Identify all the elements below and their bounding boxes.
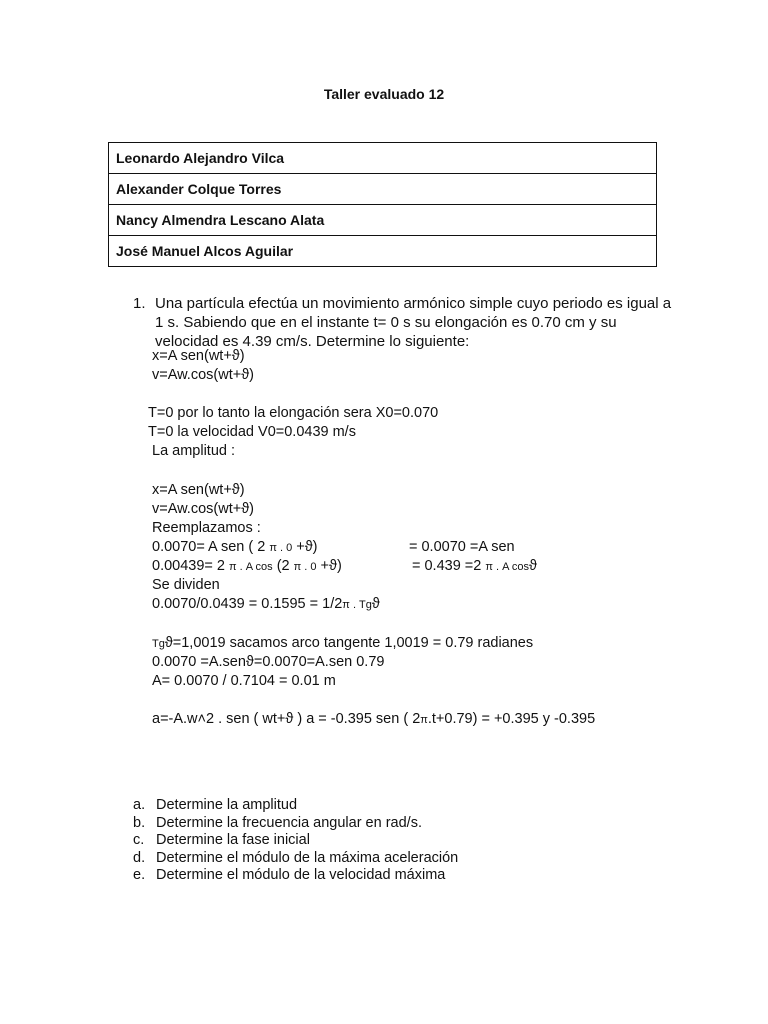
eq-part: = 0.439 =2 [412,558,486,574]
equation-position-right: = 0.0070 =A sen [409,539,515,555]
eq-part: ϑ [529,558,537,574]
member-name: Leonardo Alejandro Vilca [109,143,657,174]
option-text: Determine la frecuencia angular en rad/s. [156,814,422,831]
divide-heading: Se dividen [152,577,220,593]
question-text: Una partícula efectúa un movimiento armónico simple cuyo periodo es igual a 1 s. Sabiendo que en el instante t= 0 s su elongación es 0.70 cm y su velocidad es 4.39 cm/s. Determine lo siguiente: [155,295,672,350]
eq-part: .t+0.79) = +0.395 y -0.395 [427,711,596,727]
equation-velocity-left [152,558,342,574]
option-letter: a. [133,797,146,813]
pi-symbol: π . 0 [269,542,293,554]
eq-part: (2 [272,558,294,574]
formula-position-repeat: x=A sen(wt+ϑ) [152,482,245,498]
eq-part: +ϑ) [292,539,318,555]
tg-symbol: Tg [152,638,165,650]
formula-velocity: v=Aw.cos(wt+ϑ) [152,367,254,383]
pi-symbol: π . Tg [342,599,372,611]
member-name: José Manuel Alcos Aguilar [109,236,657,267]
initial-velocity: T=0 la velocidad V0=0.0439 m/s [148,424,356,440]
equation-position-left [152,539,317,555]
arctangent-line [152,635,533,651]
amplitude-result: A= 0.0070 / 0.7104 = 0.01 m [152,673,336,689]
pi-symbol: π . A cos [485,561,530,573]
member-name: Nancy Almendra Lescano Alata [109,205,657,236]
pi-symbol: π . 0 [293,561,317,573]
member-name: Alexander Colque Torres [109,174,657,205]
option-letter: c. [133,832,145,848]
document-title: Taller evaluado 12 [323,86,445,102]
table-row [109,236,657,267]
table-row [109,205,657,236]
option-letter: e. [133,867,146,883]
pi-symbol: π . A cos [229,561,273,573]
division-result [152,596,380,612]
pi-symbol: π [420,714,428,726]
eq-part: 0.0070= A sen ( 2 [152,539,270,555]
eq-part: ϑ [371,596,380,612]
eq-part: 0.00439= 2 [152,558,230,574]
eq-part: a=-A.w˄2 . sen ( wt+ϑ ) a = -0.395 sen ( 2 [152,711,421,727]
formula-velocity-repeat: v=Aw.cos(wt+ϑ) [152,501,254,517]
option-text: Determine el módulo de la velocidad máxima [156,867,446,883]
table-row [109,143,657,174]
replace-heading: Reemplazamos : [152,520,261,536]
question-number: 1. [133,295,146,312]
option-text: Determine el módulo de la máxima aceleración [156,849,459,866]
eq-part: ϑ=1,0019 sacamos arco tangente 1,0019 = 0.79 radianes [164,635,534,651]
members-table [108,142,657,267]
option-text: Determine la fase inicial [156,832,310,848]
eq-part: +ϑ) [316,558,342,574]
option-letter: b. [133,814,146,831]
amplitude-heading: La amplitud : [152,443,236,459]
acceleration-line [152,711,595,727]
initial-elongation: T=0 por lo tanto la elongación sera X0=0.070 [148,405,439,421]
table-row [109,174,657,205]
option-text: Determine la amplitud [156,797,298,813]
formula-position: x=A sen(wt+ϑ) [152,348,245,364]
eq-part: 0.0070/0.0439 = 0.1595 = 1/2 [152,596,343,612]
equation-velocity-right [412,558,537,574]
amplitude-equation: 0.0070 =A.senϑ=0.0070=A.sen 0.79 [152,654,385,670]
option-letter: d. [133,849,146,866]
